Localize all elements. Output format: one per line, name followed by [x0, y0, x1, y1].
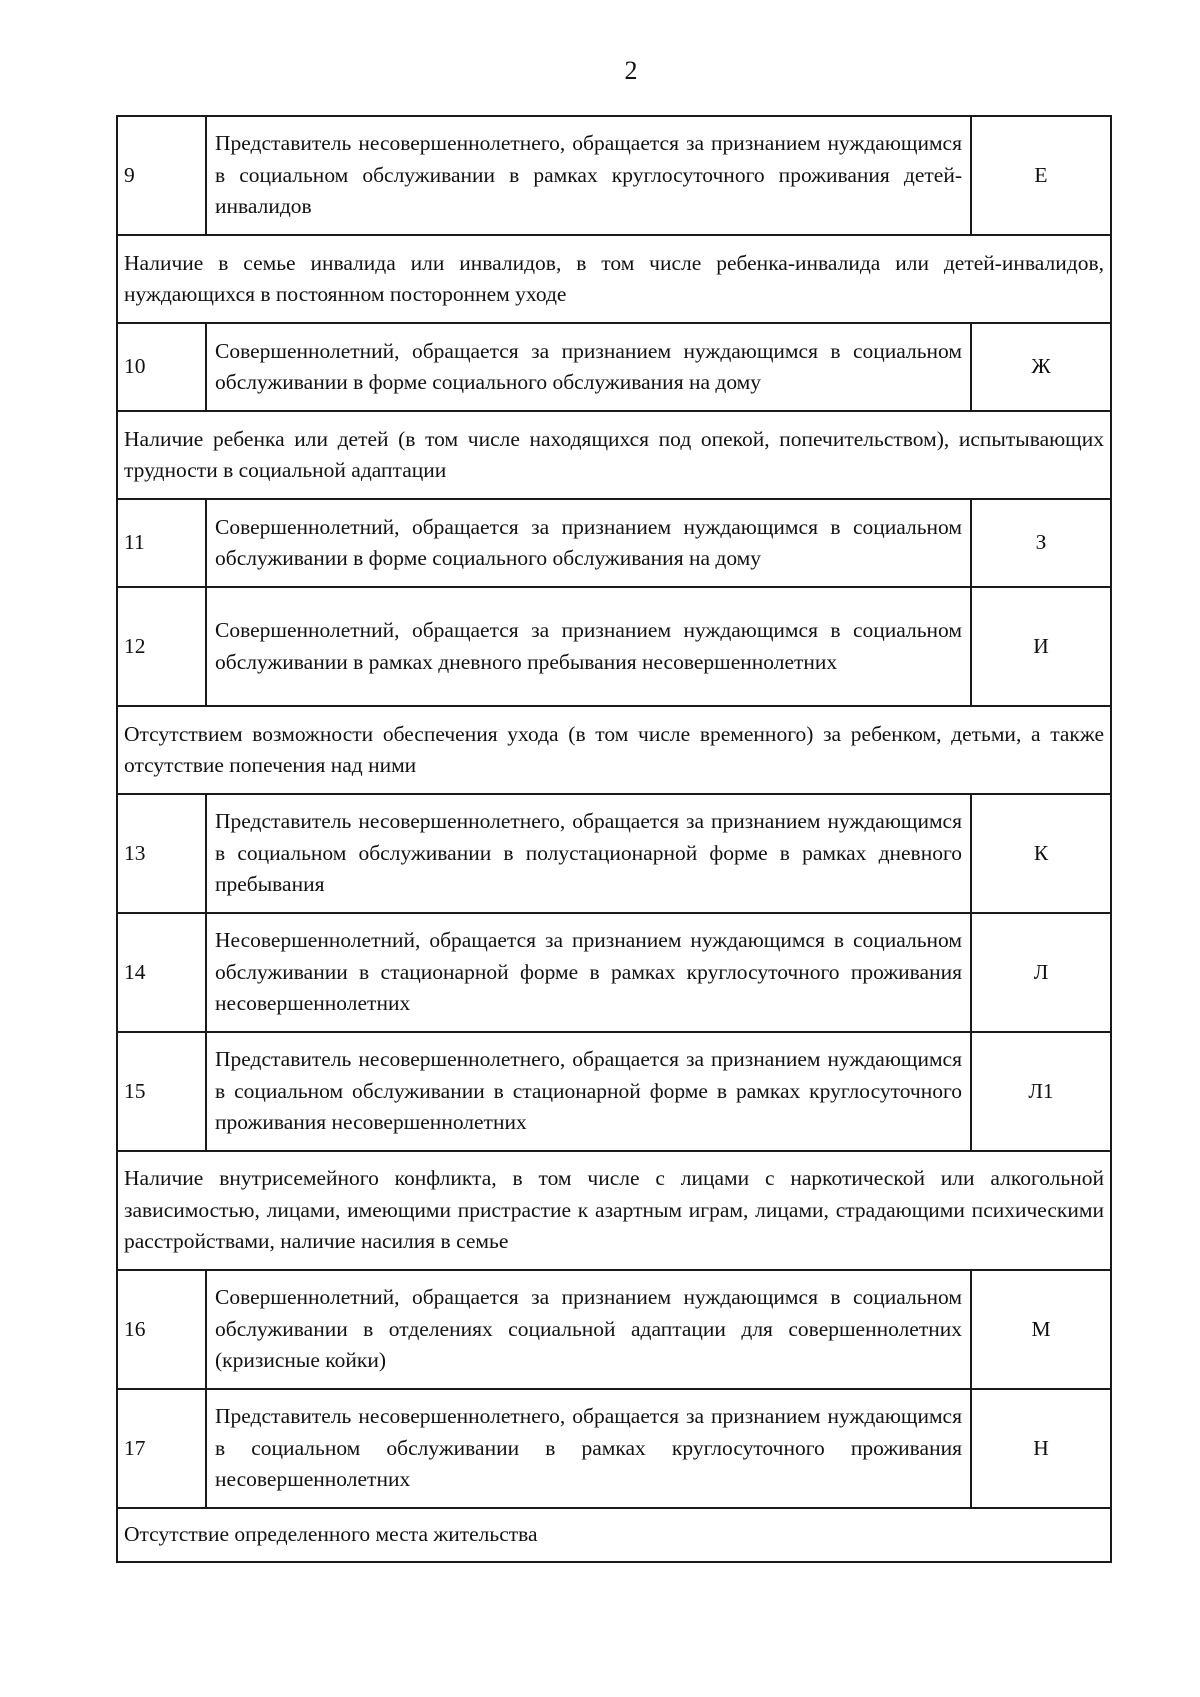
- section-heading: Отсутствием возможности обеспечения ухода (в том числе временного) за ребенком, детьми, а также отсутствие попечения над ними: [117, 706, 1111, 794]
- row-description: Совершеннолетний, обращается за признанием нуждающимся в социальном обслуживании в форме социального обслуживания на дому: [206, 499, 971, 587]
- row-description: Представитель несовершеннолетнего, обращается за признанием нуждающимся в социальном обслуживании в рамках круглосуточного проживания несовершеннолетних: [206, 1389, 971, 1508]
- row-code: Л: [971, 913, 1111, 1032]
- row-code: М: [971, 1270, 1111, 1389]
- section-heading: Отсутствие определенного места жительства: [117, 1508, 1111, 1562]
- row-number: 13: [117, 794, 206, 913]
- section-heading: Наличие внутрисемейного конфликта, в том числе с лицами с наркотической или алкогольной зависимостью, лицами, имеющими пристрастие к азартным играм, лицами, страдающими психическими расстройствами, наличие насилия в семье: [117, 1151, 1111, 1270]
- row-code: З: [971, 499, 1111, 587]
- table-row: [117, 499, 1111, 587]
- row-description: Совершеннолетний, обращается за признанием нуждающимся в социальном обслуживании в отделениях социальной адаптации для совершеннолетних (кризисные койки): [206, 1270, 971, 1389]
- row-code: Ж: [971, 323, 1111, 411]
- table-row: [117, 587, 1111, 706]
- table-row: [117, 1032, 1111, 1151]
- services-table: [116, 115, 1112, 1563]
- section-row: [117, 706, 1111, 794]
- table-row: [117, 913, 1111, 1032]
- table-row: [117, 116, 1111, 235]
- table-row: [117, 1389, 1111, 1508]
- row-description: Совершеннолетний, обращается за признанием нуждающимся в социальном обслуживании в рамках дневного пребывания несовершеннолетних: [206, 587, 971, 706]
- row-number: 12: [117, 587, 206, 706]
- row-code: Е: [971, 116, 1111, 235]
- page-number: 2: [624, 56, 638, 85]
- row-description: Совершеннолетний, обращается за признанием нуждающимся в социальном обслуживании в форме социального обслуживания на дому: [206, 323, 971, 411]
- section-heading: Наличие в семье инвалида или инвалидов, в том числе ребенка-инвалида или детей-инвалидов, нуждающихся в постоянном постороннем уходе: [117, 235, 1111, 323]
- row-code: И: [971, 587, 1111, 706]
- section-row: [117, 1508, 1111, 1562]
- section-row: [117, 1151, 1111, 1270]
- row-description: Представитель несовершеннолетнего, обращается за признанием нуждающимся в социальном обслуживании в полустационарной форме в рамках дневного пребывания: [206, 794, 971, 913]
- row-number: 9: [117, 116, 206, 235]
- row-code: Л1: [971, 1032, 1111, 1151]
- row-code: К: [971, 794, 1111, 913]
- row-number: 11: [117, 499, 206, 587]
- row-code: Н: [971, 1389, 1111, 1508]
- row-description: Несовершеннолетний, обращается за признанием нуждающимся в социальном обслуживании в стационарной форме в рамках круглосуточного проживания несовершеннолетних: [206, 913, 971, 1032]
- row-number: 16: [117, 1270, 206, 1389]
- table-row: [117, 323, 1111, 411]
- row-number: 14: [117, 913, 206, 1032]
- section-heading: Наличие ребенка или детей (в том числе находящихся под опекой, попечительством), испытывающих трудности в социальной адаптации: [117, 411, 1111, 499]
- table-row: [117, 1270, 1111, 1389]
- table-row: [117, 794, 1111, 913]
- row-description: Представитель несовершеннолетнего, обращается за признанием нуждающимся в социальном обслуживании в рамках круглосуточного проживания детей-инвалидов: [206, 116, 971, 235]
- row-number: 15: [117, 1032, 206, 1151]
- section-row: [117, 235, 1111, 323]
- row-number: 10: [117, 323, 206, 411]
- row-number: 17: [117, 1389, 206, 1508]
- section-row: [117, 411, 1111, 499]
- row-description: Представитель несовершеннолетнего, обращается за признанием нуждающимся в социальном обслуживании в стационарной форме в рамках круглосуточного проживания несовершеннолетних: [206, 1032, 971, 1151]
